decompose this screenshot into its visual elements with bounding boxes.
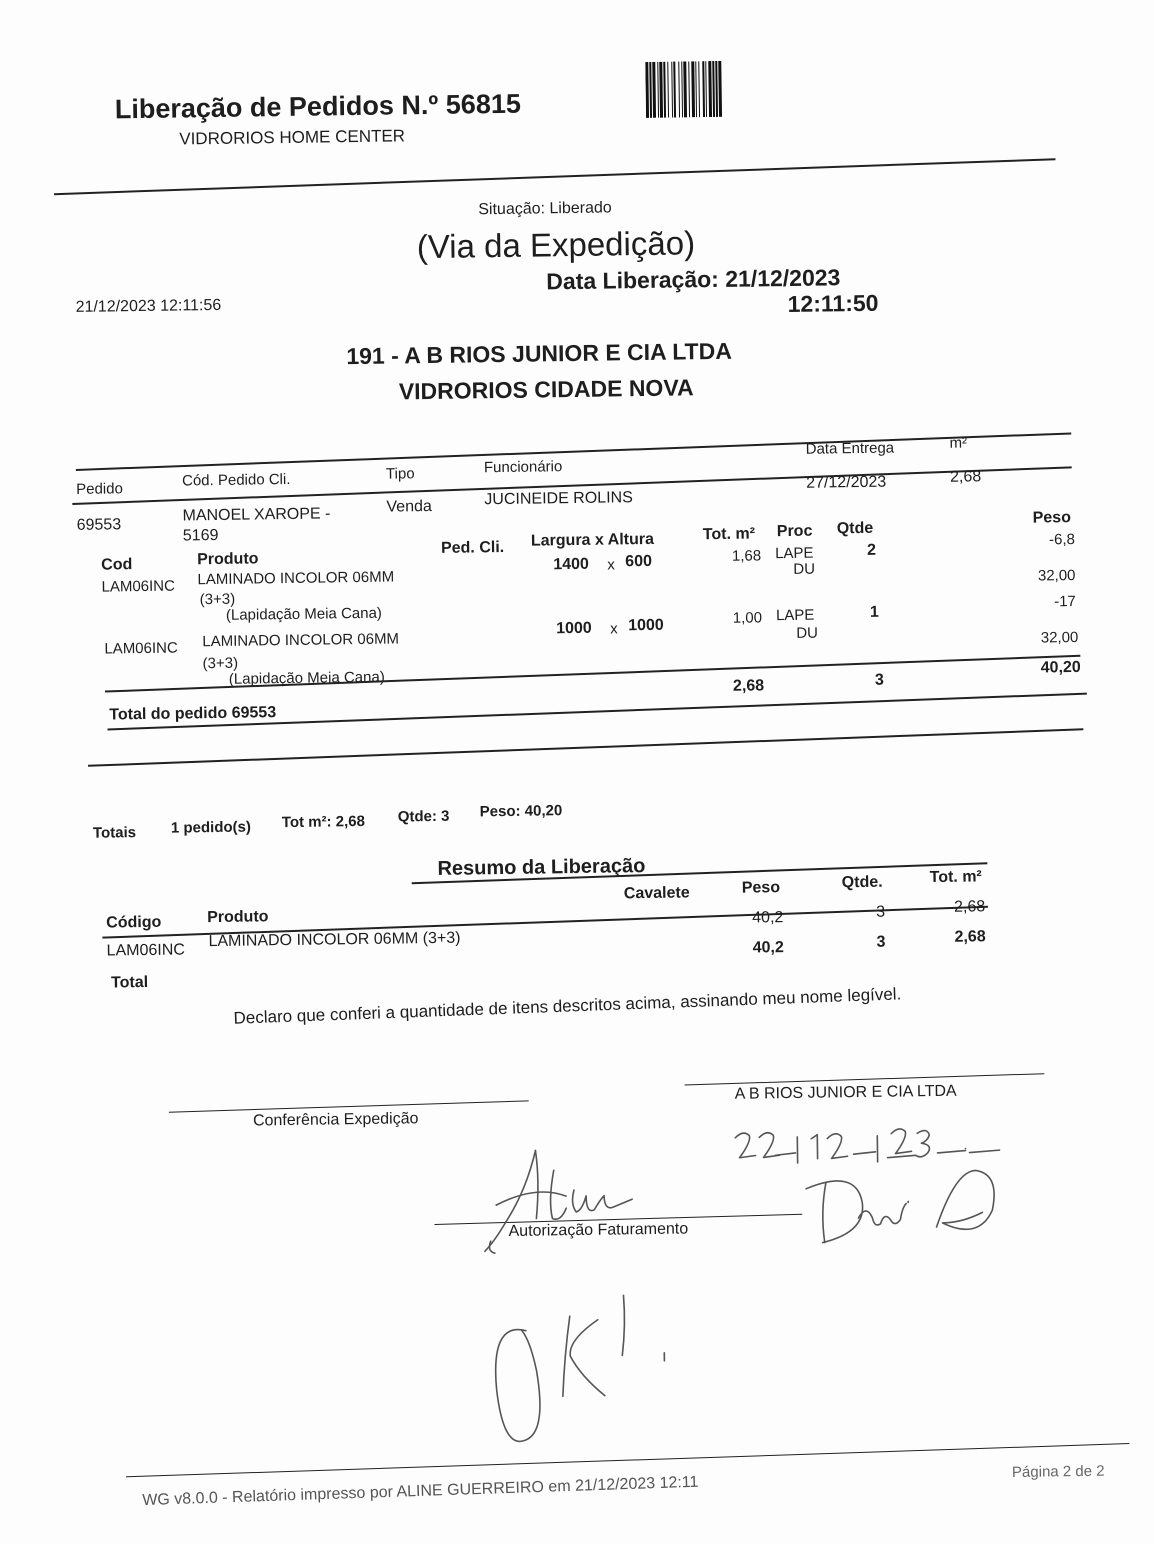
item-proc: LAPE: [775, 606, 815, 625]
resumo-total-peso: 40,2: [752, 939, 784, 957]
items-col-tot-m2: Tot. m²: [702, 525, 756, 544]
col-funcionario: Funcionário: [483, 458, 563, 477]
company-name: VIDRORIOS HOME CENTER: [179, 126, 406, 149]
signature-davi: [796, 1160, 1007, 1253]
m2-value: 2,68: [949, 468, 982, 486]
item-detail: (Lapidação Meia Cana): [225, 604, 382, 624]
resumo-total-tot-m2: 2,68: [954, 928, 986, 946]
resumo-codigo: LAM06INC: [106, 941, 185, 960]
order-total-label: Total do pedido 69553: [109, 704, 277, 724]
resumo-col-codigo: Código: [106, 913, 162, 932]
footer-page-number: Página 2 de 2: [1011, 1462, 1105, 1481]
item-proc: LAPE: [775, 544, 814, 563]
resumo-col-tot-m2: Tot. m²: [929, 868, 982, 887]
order-total-qtde: 3: [874, 671, 884, 689]
item-tot-m2: 1,68: [731, 547, 762, 565]
totais-peso: Peso: 40,20: [479, 802, 563, 821]
item-peso: 32,00: [1040, 628, 1079, 647]
cod-pedido-cli-value-2: 5169: [182, 526, 219, 545]
items-col-proc: Proc: [776, 522, 813, 541]
tipo-value: Venda: [386, 497, 432, 516]
item-cod: LAM06INC: [101, 577, 176, 596]
col-tipo: Tipo: [385, 465, 415, 483]
item-produto: LAMINADO INCOLOR 06MM: [197, 568, 395, 589]
item-largura: 1000: [556, 619, 592, 638]
item-largura: 1400: [553, 555, 589, 574]
resumo-qtde: 3: [876, 903, 886, 921]
header-divider: [54, 158, 1055, 195]
data-liberacao: Data Liberação: 21/12/2023: [546, 264, 841, 295]
order-table-top-line: [76, 432, 1071, 470]
item-altura: 600: [625, 552, 653, 571]
item-produto-2: (3+3): [202, 654, 239, 673]
col-data-entrega: Data Entrega: [805, 439, 895, 458]
signature-aline: [475, 1139, 667, 1272]
data-entrega-value: 27/12/2023: [806, 473, 887, 492]
items-col-produto: Produto: [197, 550, 259, 569]
item-proc-2: DU: [793, 560, 816, 578]
items-col-peso: Peso: [1032, 509, 1072, 527]
items-col-qtde: Qtde: [836, 519, 874, 538]
totais-label: Totais: [92, 824, 137, 842]
resumo-produto: LAMINADO INCOLOR 06MM (3+3): [208, 929, 461, 951]
barcode: [645, 59, 822, 117]
data-liberacao-time: 12:11:50: [787, 289, 879, 317]
footer-printed-by: WG v8.0.0 - Relatório impresso por ALINE GUERREIRO em 21/12/2023 12:11: [142, 1473, 699, 1510]
handwritten-ok: [485, 1289, 687, 1452]
orders-section-end-line: [88, 728, 1083, 766]
declaration-text: Declaro que conferi a quantidade de itens descritos acima, assinando meu nome legível.: [233, 984, 902, 1028]
resumo-col-peso: Peso: [741, 879, 781, 897]
printed-datetime: 21/12/2023 12:11:56: [75, 296, 222, 316]
funcionario-value: JUCINEIDE ROLINS: [484, 489, 633, 509]
item-qtde: 2: [866, 541, 877, 559]
item-cod: LAM06INC: [104, 639, 178, 658]
item-peso-top: -17: [1054, 592, 1076, 611]
client-name: 191 - A B RIOS JUNIOR E CIA LTDA: [346, 337, 732, 370]
col-pedido: Pedido: [76, 480, 124, 498]
col-m2: m²: [949, 434, 968, 452]
item-peso: 32,00: [1037, 566, 1076, 585]
client-store: VIDRORIOS CIDADE NOVA: [398, 374, 694, 405]
resumo-col-qtde: Qtde.: [841, 873, 883, 892]
items-col-ped-cli: Ped. Cli.: [440, 538, 505, 557]
cod-pedido-cli-value: MANOEL XAROPE -: [182, 505, 331, 525]
item-tot-m2: 1,00: [732, 609, 763, 627]
totais-pedidos: 1 pedido(s): [170, 818, 252, 837]
order-total-peso: 40,20: [1040, 658, 1081, 677]
resumo-peso: 40,2: [752, 909, 784, 927]
item-altura: 1000: [628, 616, 664, 635]
order-total-tot-m2: 2,68: [732, 677, 765, 695]
resumo-title: Resumo da Liberação: [437, 855, 646, 880]
item-produto: LAMINADO INCOLOR 06MM: [202, 630, 400, 651]
conferencia-label: Conferência Expedição: [252, 1110, 419, 1130]
items-col-largura-altura: Largura x Altura: [530, 530, 655, 550]
item-peso-top: -6,8: [1048, 530, 1076, 549]
autorizacao-label: Autorização Faturamento: [508, 1220, 689, 1240]
resumo-tot-m2: 2,68: [953, 898, 986, 916]
via-expedicao: (Via da Expedição): [416, 224, 696, 266]
items-col-cod: Cod: [101, 556, 133, 574]
document-title: Liberação de Pedidos N.º 56815: [114, 88, 522, 125]
item-qtde: 1: [869, 603, 879, 621]
company-signature-label: A B RIOS JUNIOR E CIA LTDA: [734, 1082, 957, 1103]
resumo-col-produto: Produto: [207, 908, 269, 927]
item-x: x: [607, 556, 615, 574]
totais-qtde: Qtde: 3: [397, 807, 450, 826]
item-x: x: [610, 620, 618, 638]
item-produto-2: (3+3): [199, 590, 236, 609]
situacao: Situação: Liberado: [478, 199, 612, 219]
item-proc-2: DU: [796, 624, 819, 642]
resumo-total-qtde: 3: [876, 933, 886, 951]
pedido-value: 69553: [76, 516, 122, 534]
resumo-total-label: Total: [110, 973, 149, 992]
item-detail: (Lapidação Meia Cana): [228, 668, 385, 688]
totais-tot-m2: Tot m²: 2,68: [281, 812, 366, 832]
col-cod-pedido-cli: Cód. Pedido Cli.: [181, 470, 291, 490]
resumo-col-cavalete: Cavalete: [623, 884, 690, 903]
